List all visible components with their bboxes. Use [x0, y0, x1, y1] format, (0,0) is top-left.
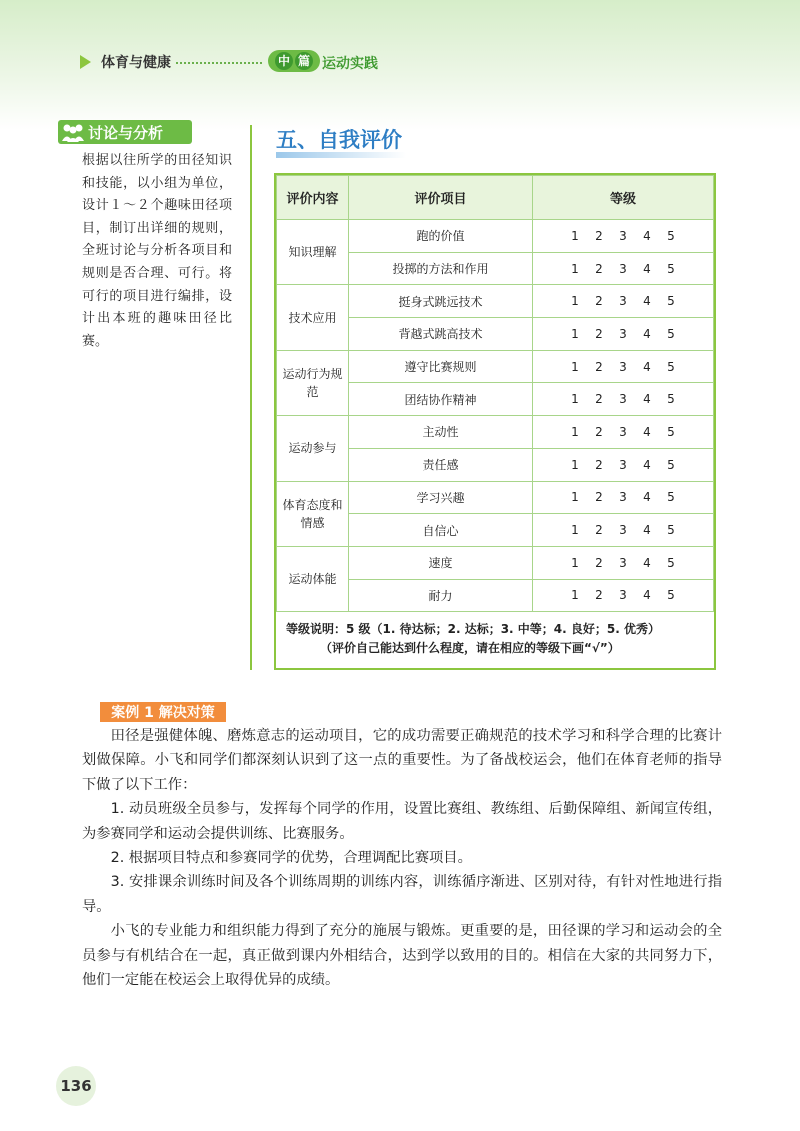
- case-body: [82, 724, 722, 992]
- grade-option[interactable]: 2: [595, 228, 603, 243]
- grade-option[interactable]: 2: [595, 294, 603, 309]
- grade-option[interactable]: 1: [571, 294, 579, 309]
- item-cell: 跑的价值: [349, 220, 533, 253]
- grade-cell[interactable]: [533, 514, 714, 547]
- item-cell: 主动性: [349, 416, 533, 449]
- grade-cell[interactable]: [533, 546, 714, 579]
- section-name: 运动实践: [322, 56, 378, 72]
- grade-option[interactable]: 2: [595, 588, 603, 603]
- category-cell: 运动体能: [277, 546, 349, 611]
- category-cell: 体育态度和情感: [277, 481, 349, 546]
- item-cell: 学习兴趣: [349, 481, 533, 514]
- grade-cell[interactable]: [533, 579, 714, 612]
- grade-option[interactable]: 5: [667, 523, 675, 538]
- grade-option[interactable]: 1: [571, 392, 579, 407]
- grade-option[interactable]: 5: [667, 555, 675, 570]
- case-paragraph: 小飞的专业能力和组织能力得到了充分的施展与锻炼。更重要的是，田径课的学习和运动会的全员参与有机结合在一起，真正做到课内外相结合，达到学以致用的目的。相信在大家的共同努力下，他们一定能在校运会上取得优异的成绩。: [82, 923, 722, 989]
- case-paragraph: 田径是强健体魄、磨炼意志的运动项目，它的成功需要正确规范的技术学习和科学合理的比赛计划做保障。小飞和同学们都深刻认识到了这一点的重要性。为了备战校运会，他们在体育老师的指导下做了以下工作：: [82, 728, 722, 793]
- discussion-heading: [58, 120, 192, 144]
- grade-option[interactable]: 5: [667, 228, 675, 243]
- item-cell: 速度: [349, 546, 533, 579]
- grade-option[interactable]: 2: [595, 326, 603, 341]
- table-row: [277, 546, 714, 579]
- group-people-icon: [60, 121, 86, 143]
- grade-option[interactable]: 2: [595, 490, 603, 505]
- header-dotted-divider: [176, 62, 262, 64]
- part-badge-char-2: 篇: [295, 52, 313, 70]
- grade-note: [276, 612, 714, 666]
- grade-option[interactable]: 5: [667, 294, 675, 309]
- header-item: 评价项目: [349, 176, 533, 220]
- grade-cell[interactable]: [533, 220, 714, 253]
- grade-cell[interactable]: [533, 481, 714, 514]
- grade-option[interactable]: 5: [667, 326, 675, 341]
- grade-option[interactable]: 2: [595, 392, 603, 407]
- table-row: [277, 220, 714, 253]
- discussion-text: 根据以往所学的田径知识和技能，以小组为单位，设计１～２个趣味田径项目，制订出详细的规则，全班讨论与分析各项目和规则是否合理、可行。将可行的项目进行编排，设计出本班的趣味田径比赛。: [82, 153, 232, 349]
- grade-option[interactable]: 1: [571, 490, 579, 505]
- case-paragraph: 3. 安排课余训练时间及各个训练周期的训练内容，训练循序渐进、区别对待，有针对性地进行指导。: [82, 874, 722, 915]
- item-cell: 耐力: [349, 579, 533, 612]
- grade-option[interactable]: 5: [667, 359, 675, 374]
- grade-option[interactable]: 1: [571, 588, 579, 603]
- grade-option[interactable]: 4: [643, 523, 651, 538]
- self-evaluation-table: [274, 173, 716, 670]
- section-title-underline: [276, 152, 406, 158]
- table-row: [277, 481, 714, 514]
- case-paragraph: 1. 动员班级全员参与，发挥每个同学的作用，设置比赛组、教练组、后勤保障组、新闻宣传组，为参赛同学和运动会提供训练、比赛服务。: [82, 801, 722, 842]
- grade-option[interactable]: 1: [571, 228, 579, 243]
- grade-cell[interactable]: [533, 383, 714, 416]
- grade-option[interactable]: 3: [619, 424, 627, 439]
- category-cell: 运动行为规范: [277, 350, 349, 415]
- grade-option[interactable]: 3: [619, 457, 627, 472]
- section-title: 五、自我评价: [276, 128, 402, 152]
- item-cell: 挺身式跳远技术: [349, 285, 533, 318]
- grade-option[interactable]: 4: [643, 490, 651, 505]
- grade-option[interactable]: 4: [643, 261, 651, 276]
- grade-option[interactable]: 3: [619, 359, 627, 374]
- grade-option[interactable]: 4: [643, 588, 651, 603]
- item-cell: 责任感: [349, 448, 533, 481]
- grade-option[interactable]: 1: [571, 359, 579, 374]
- category-cell: 技术应用: [277, 285, 349, 350]
- grade-option[interactable]: 5: [667, 261, 675, 276]
- grade-option[interactable]: 2: [595, 261, 603, 276]
- grade-option[interactable]: 4: [643, 457, 651, 472]
- grade-option[interactable]: 3: [619, 392, 627, 407]
- grade-option[interactable]: 4: [643, 294, 651, 309]
- grade-option[interactable]: 3: [619, 588, 627, 603]
- grade-option[interactable]: 4: [643, 392, 651, 407]
- grade-option[interactable]: 4: [643, 424, 651, 439]
- grade-option[interactable]: 1: [571, 457, 579, 472]
- header-grade: 等级: [533, 176, 714, 220]
- grade-option[interactable]: 3: [619, 490, 627, 505]
- play-arrow-icon: [80, 55, 91, 69]
- grade-cell[interactable]: [533, 350, 714, 383]
- grade-option[interactable]: 1: [571, 261, 579, 276]
- grade-note-line-1: 等级说明：5 级（1. 待达标；2. 达标；3. 中等；4. 良好；5. 优秀）: [286, 622, 660, 637]
- grade-option[interactable]: 3: [619, 228, 627, 243]
- grade-option[interactable]: 3: [619, 555, 627, 570]
- grade-option[interactable]: 1: [571, 555, 579, 570]
- category-cell: 运动参与: [277, 416, 349, 481]
- grade-cell[interactable]: [533, 448, 714, 481]
- grade-note-line-2: （评价自己能达到什么程度，请在相应的等级下画“√”）: [320, 641, 620, 656]
- grade-option[interactable]: 5: [667, 392, 675, 407]
- grade-option[interactable]: 5: [667, 588, 675, 603]
- case-paragraph: 2. 根据项目特点和参赛同学的优势，合理调配比赛项目。: [110, 850, 472, 867]
- item-cell: 背越式跳高技术: [349, 318, 533, 351]
- grade-cell[interactable]: [533, 252, 714, 285]
- category-cell: 知识理解: [277, 220, 349, 285]
- discussion-title: 讨论与分析: [88, 123, 164, 142]
- grade-option[interactable]: 2: [595, 555, 603, 570]
- table-row: [277, 285, 714, 318]
- table-row: [277, 350, 714, 383]
- item-cell: 遵守比赛规则: [349, 350, 533, 383]
- case-tag: 案例 1 解决对策: [100, 702, 226, 722]
- grade-cell[interactable]: [533, 285, 714, 318]
- grade-option[interactable]: 2: [595, 523, 603, 538]
- grade-option[interactable]: 3: [619, 523, 627, 538]
- grade-option[interactable]: 3: [619, 261, 627, 276]
- grade-cell[interactable]: [533, 318, 714, 351]
- grade-option[interactable]: 4: [643, 359, 651, 374]
- table-row: [277, 416, 714, 449]
- grade-option[interactable]: 3: [619, 326, 627, 341]
- grade-cell[interactable]: [533, 416, 714, 449]
- grade-option[interactable]: 2: [595, 424, 603, 439]
- grade-option[interactable]: 5: [667, 490, 675, 505]
- column-divider: [250, 125, 252, 670]
- grade-option[interactable]: 2: [595, 457, 603, 472]
- grade-option[interactable]: 1: [571, 326, 579, 341]
- item-cell: 投掷的方法和作用: [349, 252, 533, 285]
- book-title: 体育与健康: [101, 55, 171, 71]
- grade-option[interactable]: 2: [595, 359, 603, 374]
- grade-option[interactable]: 3: [619, 294, 627, 309]
- grade-option[interactable]: 5: [667, 457, 675, 472]
- item-cell: 团结协作精神: [349, 383, 533, 416]
- part-badge-char-1: 中: [275, 52, 293, 70]
- grade-option[interactable]: 1: [571, 523, 579, 538]
- grade-option[interactable]: 1: [571, 424, 579, 439]
- page-header: [0, 0, 800, 110]
- part-badge: [268, 50, 320, 72]
- grade-option[interactable]: 4: [643, 555, 651, 570]
- header-category: 评价内容: [277, 176, 349, 220]
- grade-option[interactable]: 4: [643, 326, 651, 341]
- item-cell: 自信心: [349, 514, 533, 547]
- page-number: 136: [56, 1066, 96, 1106]
- grade-option[interactable]: 4: [643, 228, 651, 243]
- grade-option[interactable]: 5: [667, 424, 675, 439]
